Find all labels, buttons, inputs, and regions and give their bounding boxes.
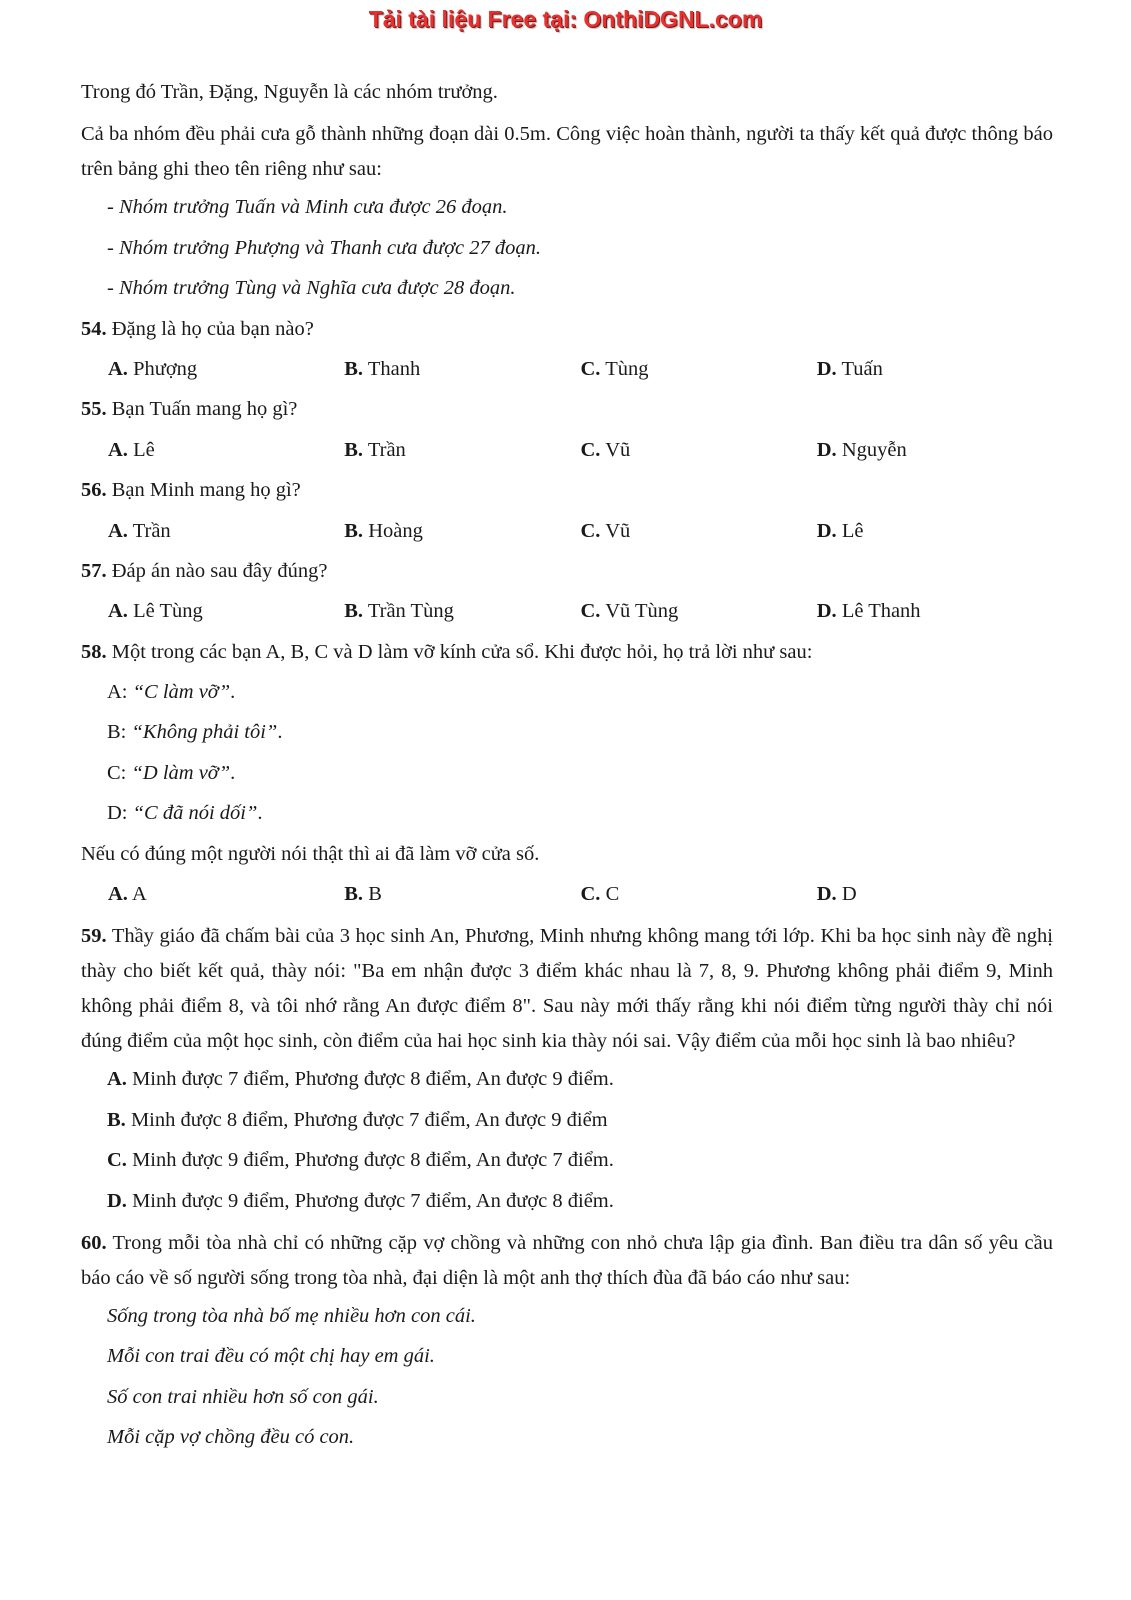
quote-end: . [257,802,263,825]
question-text: Thầy giáo đã chấm bài của 3 học sinh An, Phương, Minh nhưng không mang tới lớp. Khi ba học sinh này đề nghị thày cho biết kết quả, thày nói: "Ba em nhận được 3 điểm khác nhau là 7, 8, 9. Phương không phải điểm 9, Minh không phải điểm 8, và tôi nhớ rằng An được điểm 8". Sau này mới thấy rằng khi nói điểm từng người thày chỉ nói đúng điểm của một học sinh, còn điểm của hai học sinh kia thày nói sai. Vậy điểm của mỗi học sinh là bao nhiêu? [81,925,1053,1053]
option-text: Minh được 9 điểm, Phương được 8 điểm, An được 7 điểm. [132,1149,614,1172]
option-label: A. [108,438,128,461]
speaker: A: [107,681,133,704]
option-text: Trần Tùng [367,600,454,623]
options-58 [81,879,1053,919]
question-57 [81,556,1053,596]
statement-d [81,798,1053,838]
statement-4: Mỗi cặp vợ chồng đều có con. [107,1426,355,1449]
fact-2: - Nhóm trưởng Phượng và Thanh cưa được 27 đoạn. [107,236,541,259]
option-d[interactable] [81,1186,1053,1226]
question-number: 57. [81,559,107,582]
question-56 [81,475,1053,515]
question-58-followup: Nếu có đúng một người nói thật thì ai đã làm vỡ cửa số. [81,842,540,865]
option-label: B. [344,600,364,623]
option-c[interactable] [581,354,817,394]
option-label: A. [108,600,128,623]
option-c[interactable] [581,879,817,919]
option-text: Vũ [605,519,631,542]
question-text: Trong mỗi tòa nhà chỉ có những cặp vợ chồng và những con nhỏ chưa lập gia đình. Ban điều tra dân số yêu cầu báo cáo về số người sống trong tòa nhà, đại diện là một anh thợ thích đùa đã báo cáo như sau: [81,1231,1053,1289]
quote-end: . [277,721,283,744]
option-text: D [841,883,857,906]
option-b[interactable] [344,879,580,919]
options-57 [81,596,1053,636]
statement-3: Số con trai nhiều hơn số con gái. [107,1385,379,1408]
option-a[interactable] [108,879,344,919]
option-text: Hoàng [368,519,423,542]
statement-c [81,758,1053,798]
option-b[interactable] [81,1105,1053,1145]
question-text: Bạn Minh mang họ gì? [111,479,301,502]
option-label: A. [108,883,128,906]
quote: “D làm vỡ” [131,761,231,784]
option-text: Minh được 9 điểm, Phương được 7 điểm, An được 8 điểm. [132,1189,614,1212]
option-d[interactable] [817,516,1053,556]
option-text: A [131,883,147,906]
statement-b [81,717,1053,757]
question-text: Đặng là họ của bạn nào? [111,317,314,340]
option-a[interactable] [108,435,344,475]
option-label: D. [816,438,837,461]
question-59 [81,919,1053,1059]
option-label: A. [108,357,128,380]
speaker: D: [107,802,133,825]
quote-end: . [230,761,236,784]
option-label: B. [344,357,364,380]
quote: “C đã nói dối” [132,802,258,825]
options-54 [81,354,1053,394]
option-b[interactable] [344,435,580,475]
option-label: C. [580,519,601,542]
question-number: 59. [81,925,107,948]
speaker: C: [107,761,132,784]
option-label: D. [816,883,837,906]
statement-1: Sống trong tòa nhà bố mẹ nhiều hơn con cái. [107,1304,476,1327]
option-a[interactable] [108,596,344,636]
fact-3: - Nhóm trưởng Tùng và Nghĩa cưa được 28 đoạn. [107,277,516,300]
option-label: A. [108,519,128,542]
option-label: C. [580,883,601,906]
option-text: Thanh [367,357,421,380]
option-a[interactable] [81,1064,1053,1104]
option-text: B [368,883,382,906]
option-c[interactable] [81,1145,1053,1185]
intro-line-1: Trong đó Trần, Đặng, Nguyễn là các nhóm trưởng. [81,81,498,103]
option-c[interactable] [581,596,817,636]
option-label: C. [107,1149,127,1172]
question-60 [81,1226,1053,1296]
option-c[interactable] [581,435,817,475]
question-55 [81,394,1053,434]
option-text: Tuấn [841,357,883,380]
page-content [81,77,1053,1463]
option-text: Lê Thanh [841,600,921,623]
option-label: D. [107,1189,127,1212]
intro-paragraph: Cả ba nhóm đều phải cưa gỗ thành những đoạn dài 0.5m. Công việc hoàn thành, người ta thấy kết quả được thông báo trên bảng ghi theo tên riêng như sau: [81,123,1053,181]
option-c[interactable] [581,516,817,556]
option-text: Lê [133,438,155,461]
option-label: D. [816,357,837,380]
option-text: Lê Tùng [133,600,203,623]
question-number: 54. [81,317,107,340]
option-text: Vũ Tùng [605,600,679,623]
fact-1: - Nhóm trưởng Tuấn và Minh cưa được 26 đoạn. [107,196,508,219]
option-label: B. [344,883,364,906]
question-number: 58. [81,640,107,663]
question-number: 60. [81,1231,107,1254]
option-d[interactable] [817,354,1053,394]
option-b[interactable] [344,596,580,636]
option-text: Minh được 7 điểm, Phương được 8 điểm, An được 9 điểm. [132,1068,614,1091]
question-text: Đáp án nào sau đây đúng? [111,559,328,582]
options-56 [81,516,1053,556]
option-text: Tùng [605,357,649,380]
question-number: 56. [81,479,107,502]
option-label: C. [580,357,601,380]
option-text: Lê [841,519,864,542]
option-text: Minh được 8 điểm, Phương được 7 điểm, An được 9 điểm [130,1108,608,1131]
option-label: C. [580,600,601,623]
option-text: C [605,883,620,906]
option-b[interactable] [344,354,580,394]
quote: “Không phải tôi” [131,721,278,744]
option-text: Vũ [605,438,631,461]
option-text: Trần [132,519,171,542]
question-text: Bạn Tuấn mang họ gì? [111,398,298,421]
option-label: B. [107,1108,126,1131]
statement-2: Mỗi con trai đều có một chị hay em gái. [107,1345,435,1368]
option-text: Trần [367,438,406,461]
option-d[interactable] [817,435,1053,475]
option-label: A. [107,1068,127,1091]
option-text: Nguyễn [841,438,907,461]
option-a[interactable] [108,516,344,556]
statement-a [81,677,1053,717]
option-label: D. [816,519,837,542]
quote-end: . [230,681,236,704]
question-58 [81,637,1053,677]
option-text: Phượng [133,357,198,380]
question-54 [81,314,1053,354]
option-d[interactable] [817,879,1053,919]
option-label: B. [344,438,364,461]
site-banner[interactable]: Tải tài liệu Free tại: OnthiDGNL.com [368,6,763,32]
quote: “C làm vỡ” [132,681,231,704]
option-label: C. [580,438,601,461]
option-d[interactable] [817,596,1053,636]
question-text: Một trong các bạn A, B, C và D làm vỡ kính cửa sổ. Khi được hỏi, họ trả lời như sau: [111,640,813,663]
option-a[interactable] [108,354,344,394]
question-number: 55. [81,398,107,421]
option-label: D. [816,600,837,623]
options-55 [81,435,1053,475]
option-label: B. [344,519,364,542]
option-b[interactable] [344,516,580,556]
speaker: B: [107,721,132,744]
